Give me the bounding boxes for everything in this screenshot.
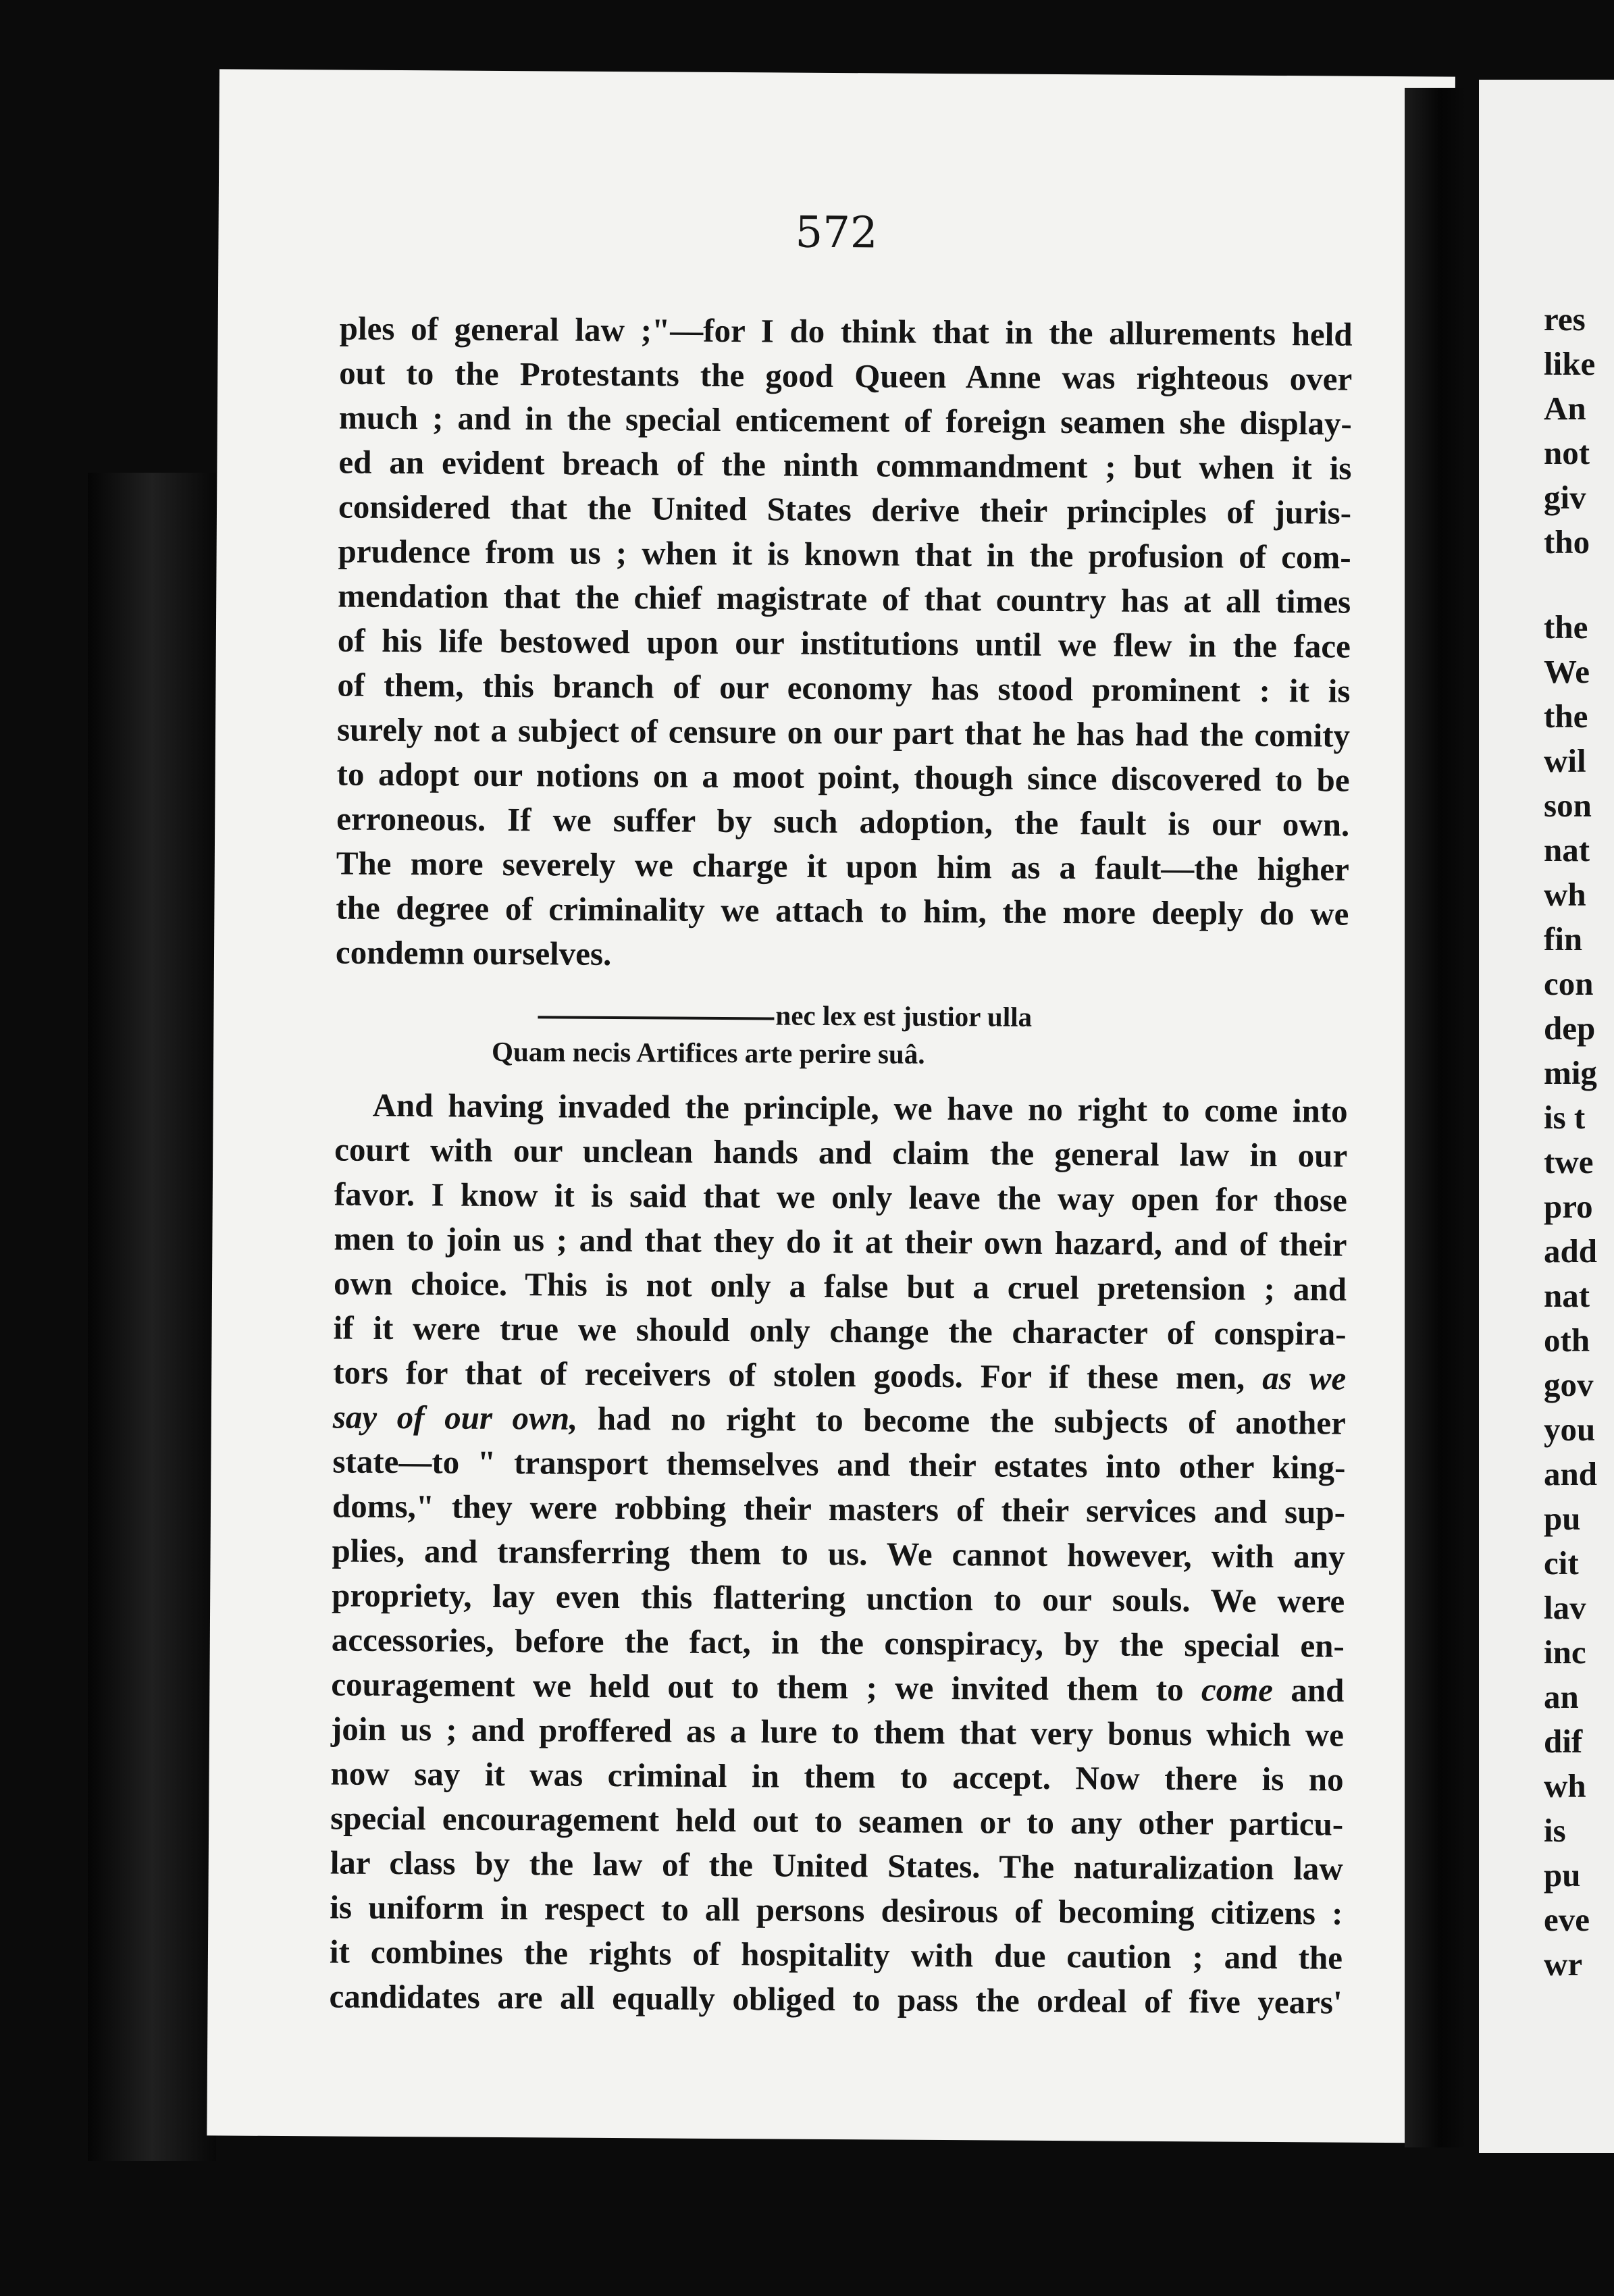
text-line: The more severely we charge it upon him as a fault—the higher [336,844,1349,888]
facing-page-fragment: inc [1544,1634,1586,1671]
facing-page-fragment: add [1544,1232,1598,1270]
facing-page-fragment: the [1544,698,1588,735]
text-line: if it were true we should only change the character of conspira- [333,1309,1347,1353]
text-line: plies, and transferring them to us. We cannot however, with any [332,1532,1345,1575]
text-line: condemn ourselves. [335,933,612,972]
text-line: ed an evident breach of the ninth commandment ; but when it is [338,443,1352,487]
facing-page-fragment: nat [1544,1277,1590,1314]
text-line: propriety, lay even this flattering unction to our souls. We were [332,1576,1345,1620]
italic-phrase: say of our own, [332,1398,578,1437]
facing-page-fragment: wh [1544,876,1586,913]
text-line: considered that the United States derive their principles of juris- [338,488,1352,531]
facing-page-fragment: pu [1544,1856,1581,1894]
text-line: surely not a subject of censure on our part that he has had the comity [336,710,1351,754]
text-line: prudence from us ; when it is known that in the profusion of com- [338,532,1351,576]
facing-page-fragment: an [1544,1678,1579,1715]
left-binding-edge [88,473,216,2161]
facing-page-fragment: you [1544,1411,1596,1448]
text-line: candidates are all equally obliged to pass the ordeal of five years' [329,1977,1343,2021]
facing-page-fragment: mig [1544,1054,1597,1091]
line-text: tors for that of receivers of stolen goods. For if these men, [333,1353,1245,1397]
text-line: special encouragement held out to seamen or to any other particu- [330,1799,1344,1843]
facing-page-fragment: pro [1544,1188,1593,1225]
facing-page-fragment: son [1544,787,1592,824]
page-body [329,307,1352,2025]
facing-page-fragment: cit [1544,1544,1579,1582]
facing-page-fragment: is t [1544,1099,1586,1136]
text-line: of them, this branch of our economy has stood prominent : it is [337,666,1351,710]
facing-page-fragment: twe [1544,1143,1594,1180]
text-line: it combines the rights of hospitality with due caution ; and the [329,1933,1343,1977]
facing-page-fragment: tho [1544,523,1590,560]
facing-page-fragment: We [1544,653,1590,690]
page-number: 572 [795,207,878,259]
text-line: own choice. This is not only a false but a cruel pretension ; and [333,1264,1347,1308]
text-line: is uniform in respect to all persons desirous of becoming citizens : [330,1888,1343,1932]
italic-word: come [1201,1671,1274,1708]
facing-page-fragment: gov [1544,1366,1594,1403]
latin-quote-line-1: nec lex est justior ulla [335,984,1348,1037]
text-line: accessories, before the fact, in the conspiracy, by the special en- [331,1621,1345,1665]
text-line: And having invaded the principle, we have no right to come into [372,1086,1348,1130]
facing-page-fragment: and [1544,1455,1598,1492]
facing-page-text [1544,297,1597,1987]
facing-page-fragment: wil [1544,742,1586,779]
text-line-with-italic [333,1394,1346,1445]
facing-page-fragment: fin [1544,920,1583,958]
facing-page-fragment: An [1544,390,1586,427]
facing-page-fragment: is [1544,1812,1566,1849]
text-line: doms," they were robbing their masters of their services and sup- [332,1487,1346,1531]
text-line: erroneous. If we suffer by such adoption, the fault is our own. [336,800,1350,843]
facing-page-fragment: res [1544,301,1586,338]
facing-page-fragment: con [1544,965,1594,1002]
facing-page-fragment: oth [1544,1322,1590,1359]
text-line: ples of general law ;"—for I do think that in the allurements held [339,309,1353,353]
facing-page-fragment: the [1544,608,1588,646]
text-line: lar class by the law of the United States. The naturalization law [330,1844,1343,1887]
quote-dash-rule [538,1016,774,1020]
paragraph-block2a [333,1082,1347,1356]
facing-page-fragment: dep [1544,1010,1596,1047]
text-line: much ; and in the special enticement of foreign seamen she display- [338,398,1353,442]
facing-page-edge [1479,80,1614,2153]
text-line-with-italic [333,1350,1346,1401]
facing-page-fragment: nat [1544,831,1590,868]
line-text: and [1291,1671,1345,1709]
text-line-with-italic [331,1662,1344,1713]
text-line: state—to " transport themselves and their estates into other king- [332,1442,1346,1486]
facing-page-fragment: not [1544,434,1590,471]
line-text: couragement we held out to them ; we invited them to [331,1665,1184,1708]
facing-page-fragment: pu [1544,1500,1581,1537]
text-line: favor. I know it is said that we only leave the way open for those [334,1175,1347,1219]
facing-page-fragment: wh [1544,1767,1586,1804]
facing-page-fragment: dif [1544,1723,1583,1760]
text-line: men to join us ; and that they do it at their own hazard, and of their [334,1220,1347,1263]
latin-quote-line-2: Quam necis Artifices arte perire suâ. [491,1035,925,1070]
text-line: of his life bestowed upon our institutions until we flew in the face [337,621,1351,665]
facing-page-fragment: lav [1544,1589,1586,1626]
text-line: join us ; and proffered as a lure to them that very bonus which we [330,1710,1345,1754]
text-line: out to the Protestants the good Queen Anne was righteous over [339,354,1353,398]
facing-page-fragment: like [1544,345,1596,382]
paragraph-block2c [329,1706,1344,2025]
paragraph-block1 [336,307,1353,981]
paragraph-block2b [332,1439,1346,1668]
text-line: the degree of criminality we attach to him, the more deeply do we [336,889,1349,933]
italic-phrase: as we [1262,1359,1347,1397]
text-line: mendation that the chief magistrate of that country has at all times [338,577,1351,621]
facing-page-fragment: eve [1544,1901,1590,1938]
text-line: to adopt our notions on a moot point, though since discovered to be [336,755,1350,799]
facing-page-fragment: giv [1544,479,1586,516]
facing-page-fragment: wr [1544,1946,1583,1983]
text-line: now say it was criminal in them to accept. Now there is no [330,1754,1344,1798]
book-page [207,69,1455,2143]
gutter-shadow [1405,88,1465,2147]
line-text: had no right to become the subjects of another [597,1399,1346,1442]
text-line: court with our unclean hands and claim the general law in our [334,1130,1348,1174]
